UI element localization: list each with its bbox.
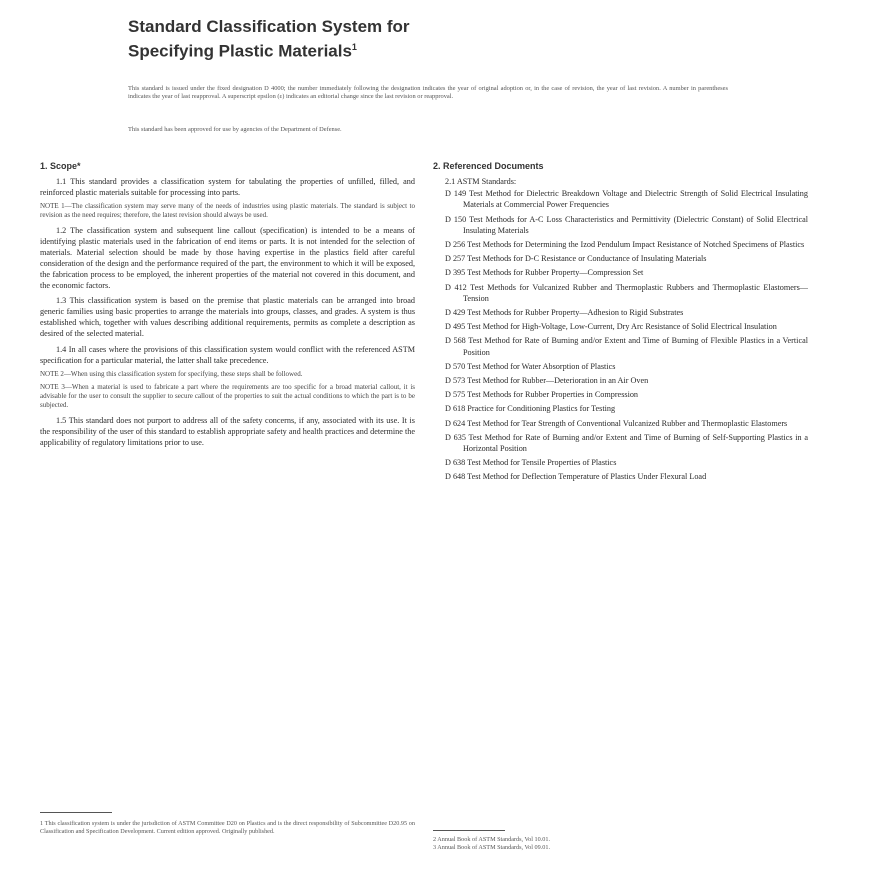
scope-note-3: NOTE 3—When a material is used to fabricate a part where the requirements are too specific for a broad material callout, it is advisable for the user to consult the supplier to secure callout of the properties to suit the actual conditions to which the part is to be subjected.	[40, 382, 415, 410]
title-line-2	[128, 37, 728, 62]
astm-standards-label: 2.1 ASTM Standards:	[445, 177, 517, 186]
title-footnote-mark: 1	[351, 42, 357, 52]
reference-item: D 150 Test Methods for A-C Loss Characteristics and Permittivity (Dielectric Constant) of Solid Electrical Insulating Materials	[445, 214, 808, 235]
footnote-divider-right	[433, 830, 505, 831]
reference-item: D 257 Test Methods for D-C Resistance or Conductance of Insulating Materials	[445, 254, 707, 264]
title-line-2-text: Specifying Plastic Materials	[128, 41, 352, 61]
reference-item: D 575 Test Methods for Rubber Properties in Compression	[445, 390, 639, 400]
scope-note-1: NOTE 1—The classification system may serve many of the needs of industries using plastic materials. The standard is subject to revision as the need requires; therefore, the latest revision should always be used.	[40, 202, 415, 220]
reference-item: D 256 Test Methods for Determining the Izod Pendulum Impact Resistance of Notched Specimens of Plastics	[445, 240, 805, 250]
reference-item: D 495 Test Method for High-Voltage, Low-Current, Dry Arc Resistance of Solid Electrical Insulation	[445, 322, 777, 332]
reference-item: D 149 Test Method for Dielectric Breakdown Voltage and Dielectric Strength of Solid Electrical Insulating Materials at Commercial Power Frequencies	[445, 189, 808, 210]
reference-item: D 573 Test Method for Rubber—Deterioration in an Air Oven	[445, 376, 649, 386]
right-column	[433, 158, 808, 486]
scope-paragraph-1-1: 1.1 This standard provides a classification system for tabulating the properties of unfilled, filled, and reinforced plastic materials suitable for processing into parts.	[40, 177, 415, 198]
scope-note-2: NOTE 2—When using this classification system for specifying, these steps shall be followed.	[40, 369, 303, 378]
footnote-right-2: 3 Annual Book of ASTM Standards, Vol 09.01.	[433, 844, 550, 852]
document-title	[128, 16, 728, 62]
footnote-left: 1 This classification system is under the jurisdiction of ASTM Committee D20 on Plastics and is the direct responsibility of Subcommittee D20.95 on Classification and Specification Development. Current edition approved. Originally published.	[40, 820, 415, 835]
preamble-note: This standard is issued under the fixed designation D 4000; the number immediately following the designation indicates the year of original adoption or, in the case of revision, the year of last revision. A number in parentheses indicates the year of last reapproval. A superscript epsilon (ε) indicates an editorial change since the last revision or reapproval.	[128, 85, 728, 101]
reference-item: D 568 Test Method for Rate of Burning and/or Extent and Time of Burning of Flexible Plastics in a Vertical Position	[445, 336, 808, 357]
reference-item: D 648 Test Method for Deflection Temperature of Plastics Under Flexural Load	[445, 472, 707, 482]
scope-paragraph-1-5: 1.5 This standard does not purport to address all of the safety concerns, if any, associated with its use. It is the responsibility of the user of this standard to establish appropriate safety and health practices and determine the applicability of regulatory limitations prior to use.	[40, 415, 415, 447]
scope-heading: 1. Scope*	[40, 161, 81, 171]
approval-note: This standard has been approved for use by agencies of the Department of Defense.	[128, 126, 342, 133]
scope-paragraph-1-2: 1.2 The classification system and subsequent line callout (specification) is intended to be a means of identifying plastic materials used in the fabrication of end items or parts. It is not intended for the selection of materials. Material selection should be made by those having expertise in the plastics field after careful consideration of the design and the performance required of the part, the environment to which it will be exposed, the fabrication process to be employed, the inherent properties of the material not covered in this document, and the economic factors.	[40, 225, 415, 291]
reference-item: D 412 Test Methods for Vulcanized Rubber and Thermoplastic Rubbers and Thermoplastic Elastomers—Tension	[445, 282, 808, 303]
reference-item: D 624 Test Method for Tear Strength of Conventional Vulcanized Rubber and Thermoplastic Elastomers	[445, 418, 788, 428]
footnote-divider-left	[40, 812, 112, 813]
reference-item: D 638 Test Method for Tensile Properties of Plastics	[445, 458, 617, 468]
reference-item: D 618 Practice for Conditioning Plastics for Testing	[445, 404, 616, 414]
reference-item: D 635 Test Method for Rate of Burning and/or Extent and Time of Burning of Self-Supporting Plastics in a Horizontal Position	[445, 432, 808, 454]
scope-paragraph-1-4: 1.4 In all cases where the provisions of this classification system would conflict with the referenced ASTM specification for a particular material, the latter shall take precedence.	[40, 344, 415, 365]
footnote-right-1: 2 Annual Book of ASTM Standards, Vol 10.01.	[433, 836, 550, 843]
references-heading: 2. Referenced Documents	[433, 161, 544, 171]
reference-item: D 570 Test Method for Water Absorption of Plastics	[445, 361, 616, 371]
reference-list	[433, 188, 808, 482]
reference-item: D 395 Test Methods for Rubber Property—Compression Set	[445, 268, 644, 278]
title-line-1: Standard Classification System for	[128, 17, 410, 36]
scope-paragraph-1-3: 1.3 This classification system is based on the premise that plastic materials can be arranged into broad generic families using basic properties to arrange the materials into groups, classes, and grades. A system is thus established which, together with values describing additional requirements, permits as complete a description as desired of the selected material.	[40, 296, 415, 339]
reference-item: D 429 Test Methods for Rubber Property—Adhesion to Rigid Substrates	[445, 308, 684, 318]
left-column	[40, 158, 415, 452]
footnote-right	[433, 836, 808, 853]
